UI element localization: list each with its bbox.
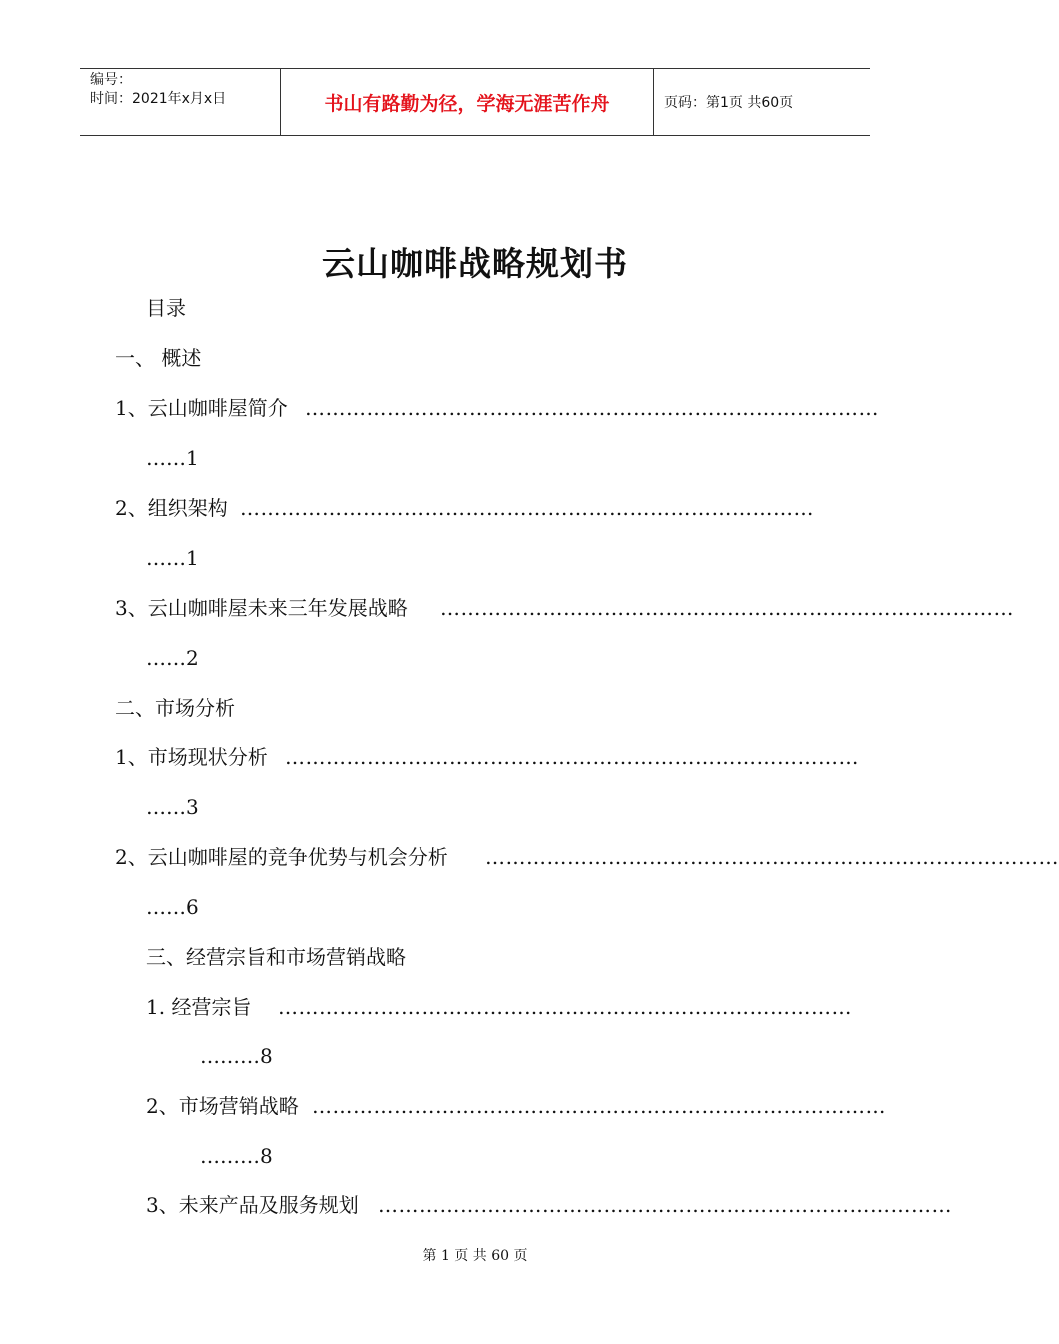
number-label: 编号： [90, 72, 132, 88]
page-footer: 第 1 页 共 60 页 [422, 1248, 528, 1264]
toc-page-2-2: ……6 [146, 895, 199, 919]
toc-section-1: 一、 概述 [115, 346, 202, 370]
toc-item-1-3: 3、云山咖啡屋未来三年发展战略 [115, 596, 408, 620]
toc-page-1-3: ……2 [146, 646, 199, 670]
document-title: 云山咖啡战略规划书 [322, 244, 628, 283]
toc-leader: ………………………………………………………………………… [312, 1094, 886, 1118]
toc-leader: ………………………………………………………………………… [440, 596, 1014, 620]
header-meta [80, 69, 281, 135]
toc-page-3-1: ………8 [200, 1044, 273, 1068]
toc-item-3-1: 1. 经营宗旨 [146, 995, 252, 1019]
toc-leader: ………………………………………………………………………… [378, 1193, 952, 1217]
toc-section-2: 二、市场分析 [115, 696, 235, 720]
toc-leader: ………………………………………………………………………… [305, 396, 879, 420]
toc-page-3-2: ………8 [200, 1144, 273, 1168]
toc-item-1-1: 1、云山咖啡屋简介 [115, 396, 288, 420]
toc-page-1-1: ……1 [146, 446, 199, 470]
toc-item-3-2: 2、市场营销战略 [146, 1094, 299, 1118]
time-label: 时间：2021年x月x日 [90, 91, 227, 107]
toc-item-2-2: 2、云山咖啡屋的竞争优势与机会分析 [115, 845, 448, 869]
toc-leader: ………………………………………………………………………… [485, 845, 1059, 869]
header-page-info: 页码：第1页 共60页 [664, 95, 794, 111]
toc-item-3-3: 3、未来产品及服务规划 [146, 1193, 359, 1217]
toc-leader: ………………………………………………………………………… [278, 995, 852, 1019]
page-header [80, 68, 870, 136]
toc-section-3: 三、经营宗旨和市场营销战略 [146, 945, 406, 969]
toc-heading: 目录 [146, 296, 186, 320]
toc-page-1-2: ……1 [146, 546, 199, 570]
header-motto: 书山有路勤为径，学海无涯苦作舟 [281, 69, 654, 135]
toc-item-2-1: 1、市场现状分析 [115, 745, 268, 769]
toc-item-1-2: 2、组织架构 [115, 496, 228, 520]
toc-page-2-1: ……3 [146, 795, 199, 819]
toc-leader: ………………………………………………………………………… [240, 496, 814, 520]
toc-leader: ………………………………………………………………………… [285, 745, 859, 769]
